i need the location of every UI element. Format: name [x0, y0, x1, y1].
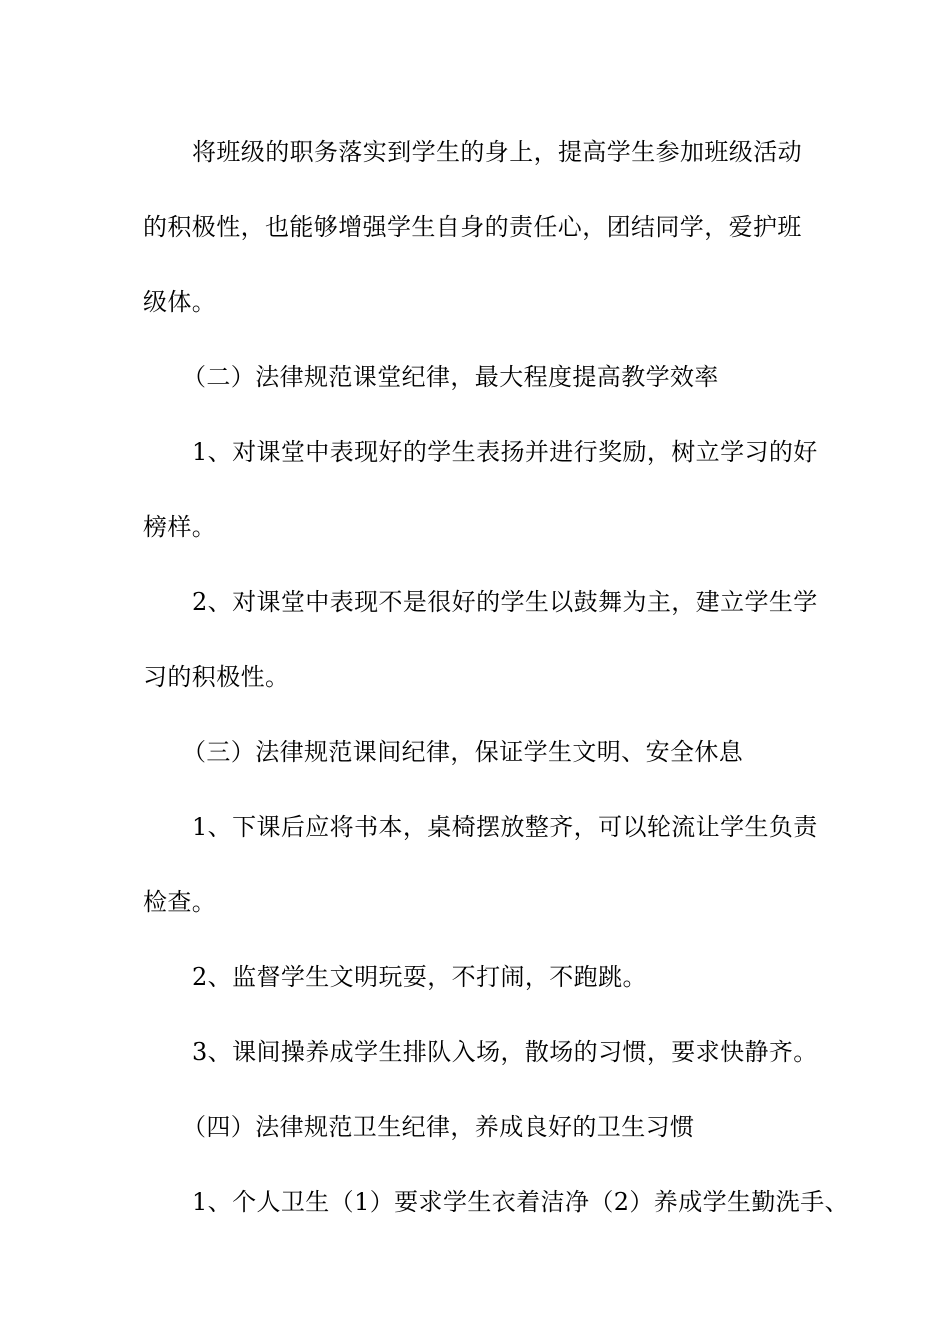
paragraph-line: 榜样。 — [143, 513, 217, 541]
paragraph-line: 1、对课堂中表现好的学生表扬并进行奖励，树立学习的好 — [192, 438, 818, 466]
section-heading: （四）法律规范卫生纪律，养成良好的卫生习惯 — [182, 1113, 695, 1141]
paragraph-line: 检查。 — [143, 888, 217, 916]
paragraph-line: 的积极性，也能够增强学生自身的责任心，团结同学，爱护班 — [143, 213, 802, 241]
paragraph-line: 习的积极性。 — [143, 663, 290, 691]
section-heading: （二）法律规范课堂纪律，最大程度提高教学效率 — [182, 363, 719, 391]
paragraph-line: 将班级的职务落实到学生的身上，提高学生参加班级活动 — [192, 138, 802, 166]
paragraph-line: 1、个人卫生（1）要求学生衣着洁净（2）养成学生勤洗手、 — [192, 1188, 850, 1216]
paragraph-line: 1、下课后应将书本，桌椅摆放整齐，可以轮流让学生负责 — [192, 813, 818, 841]
paragraph-line: 2、监督学生文明玩耍，不打闹，不跑跳。 — [192, 963, 647, 991]
paragraph-line: 3、课间操养成学生排队入场，散场的习惯，要求快静齐。 — [192, 1038, 818, 1066]
paragraph-line: 级体。 — [143, 288, 217, 316]
section-heading: （三）法律规范课间纪律，保证学生文明、安全休息 — [182, 738, 744, 766]
paragraph-line: 2、对课堂中表现不是很好的学生以鼓舞为主，建立学生学 — [192, 588, 818, 616]
